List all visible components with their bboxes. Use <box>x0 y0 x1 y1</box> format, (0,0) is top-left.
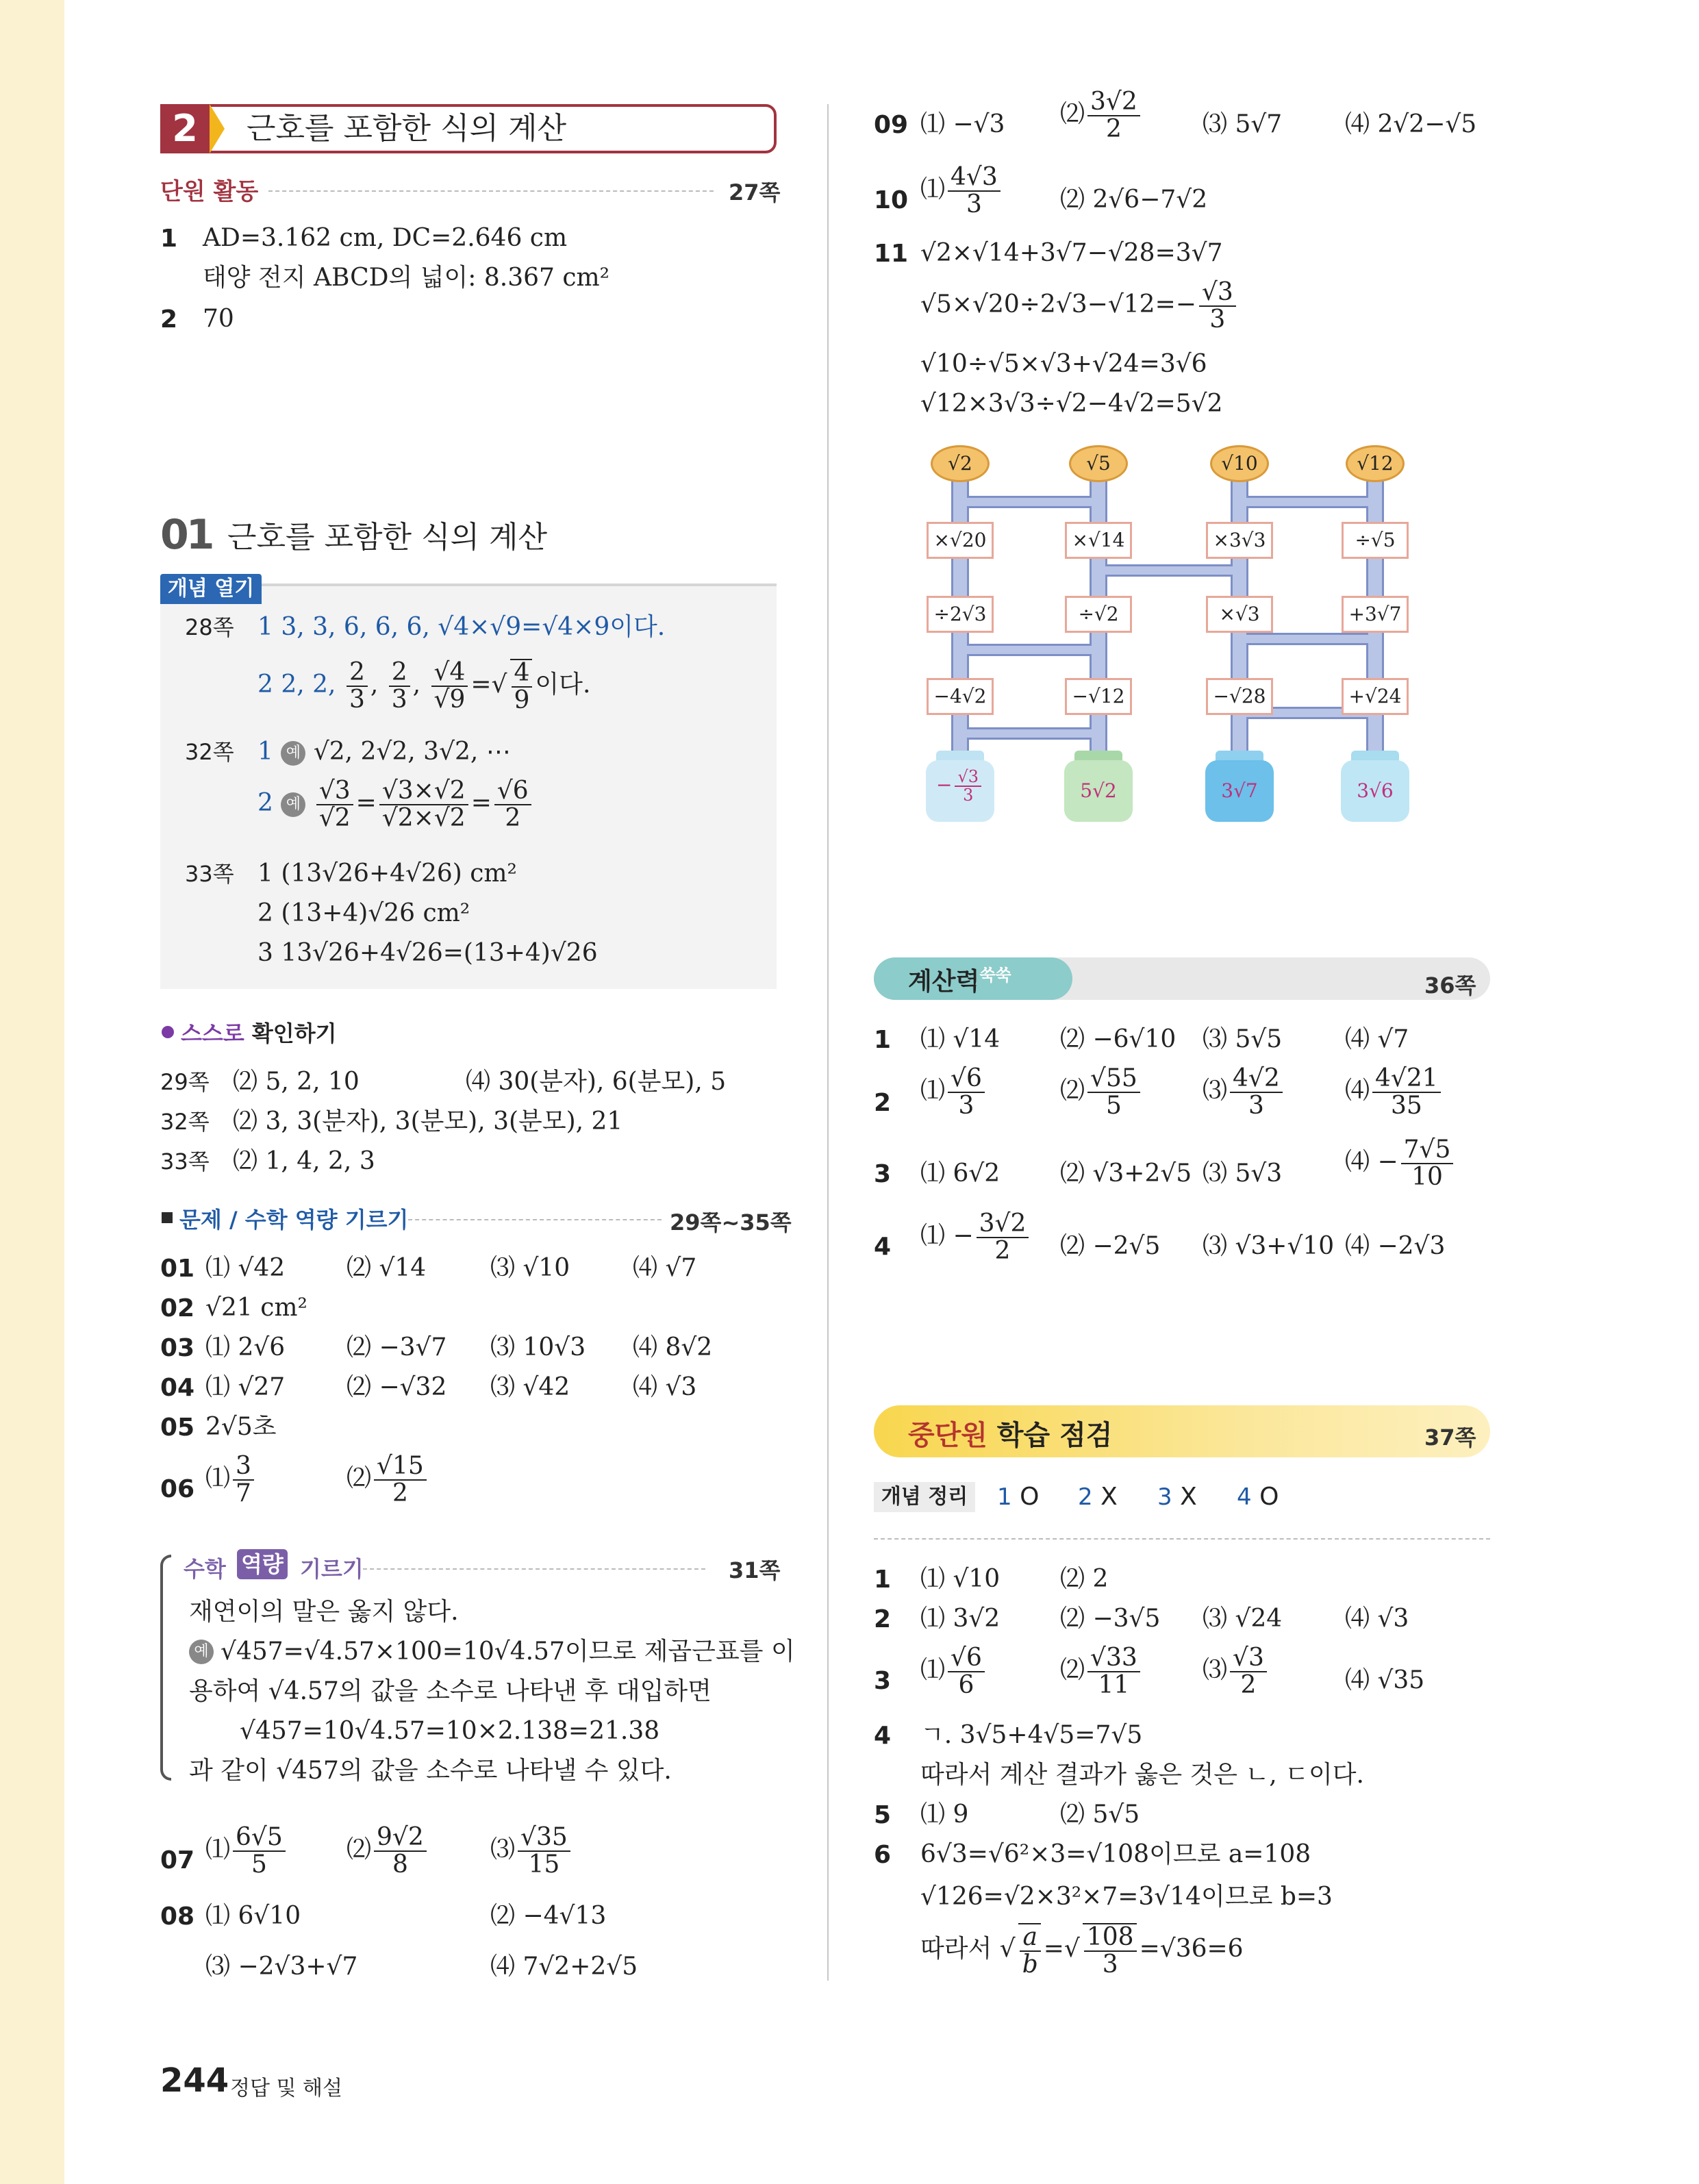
answer <box>1060 1645 1143 1698</box>
q-num: 05 <box>160 1414 195 1442</box>
result-jar: 3√6 <box>1341 760 1409 822</box>
frac-num: √3 <box>1199 279 1236 307</box>
operation-box: +√24 <box>1342 678 1409 715</box>
frac-den: 3 <box>349 685 365 714</box>
rung <box>967 644 1092 656</box>
answer <box>1203 1066 1285 1119</box>
frac-den: 3 <box>391 685 407 714</box>
sign: − <box>935 773 953 796</box>
answer-line: 2 예 $\frac{√3}{√2}$ = $\frac{√3\times√2}{√2\times√2}$ = $\frac{√6}{2}$ <box>257 778 534 831</box>
rung <box>1246 633 1368 645</box>
answer-line: ⑷ 30(분자), 6(분모), 5 <box>466 1068 727 1096</box>
answer: ⑷ −2√3 <box>1345 1232 1446 1260</box>
competency-line: √457=10√4.57=10×2.138=21.38 <box>240 1717 660 1745</box>
frac-den: 3 <box>1248 1091 1264 1120</box>
answer-line: 70 <box>203 305 234 333</box>
bullet <box>162 1212 173 1223</box>
q-num: 1 <box>160 225 178 253</box>
column-divider <box>827 104 829 1981</box>
answer: ⑶ √10 <box>490 1254 570 1282</box>
q-num: 1 <box>874 1566 892 1594</box>
frac-num: 7√5 <box>1401 1137 1454 1164</box>
answer-line: √12×3√3÷√2−4√2=5√2 <box>920 390 1223 418</box>
start-pot: √10 <box>1210 445 1269 482</box>
sub-label: ⑶ <box>490 1835 516 1863</box>
frac-den: 6 <box>958 1670 974 1699</box>
calc-title-main: 계산력 <box>908 968 980 996</box>
frac-num: 4√21 <box>1372 1066 1441 1093</box>
operation-box: ×√14 <box>1065 522 1132 559</box>
q-num: 09 <box>874 111 909 139</box>
footer-text: 정답 및 해설 <box>230 2076 342 2100</box>
frac-num: 4√2 <box>1230 1066 1283 1093</box>
problems-page: 29쪽~35쪽 <box>670 1209 792 1235</box>
check-mark: O <box>1020 1483 1040 1511</box>
answer: ⑵ √14 <box>347 1254 427 1282</box>
result-jar: 5√2 <box>1064 760 1133 822</box>
frac-den: 3 <box>1209 305 1226 334</box>
midunit-title-b: 학습 점검 <box>996 1420 1113 1451</box>
sub-label: ⑴ <box>920 1655 946 1684</box>
answer: ⑵ −4√13 <box>490 1902 607 1930</box>
q-num: 2 <box>874 1089 892 1117</box>
competency-line: √457=√4.57×100=10√4.57이므로 제곱근표를 이 <box>221 1637 795 1666</box>
q-num: 11 <box>874 240 909 268</box>
answer-line: 태양 전지 ABCD의 넓이: 8.367 cm² <box>203 264 610 292</box>
midunit-title <box>908 1414 1112 1453</box>
frac-num: √15 <box>374 1453 427 1481</box>
answer-line: 2 2, 2, $\frac{2}{3}$ , $\frac{2}{3}$ , $\frac{√4}{√9}$ =√ $\frac{4}{9}$ 이다. <box>257 658 591 714</box>
subsection-number: 01 <box>160 511 212 559</box>
answer <box>347 1453 429 1507</box>
unit-activity-page: 27쪽 <box>729 179 781 205</box>
frac-num: √4 <box>431 660 468 687</box>
separator <box>874 1538 1490 1540</box>
answer: ⑷ √7 <box>633 1254 697 1282</box>
answer <box>920 164 1003 218</box>
check-num: 2 <box>1078 1483 1093 1511</box>
answer: ⑵ −2√5 <box>1060 1232 1161 1260</box>
frac-den: 2 <box>505 803 521 832</box>
self-check-b: 확인하기 <box>251 1020 337 1046</box>
check-num: 4 <box>1237 1483 1252 1511</box>
frac-den: 5 <box>251 1850 267 1879</box>
leader-dots <box>363 1568 705 1570</box>
answer <box>920 1066 987 1119</box>
concept-tag: 개념 열기 <box>160 574 262 604</box>
frac-den: √9 <box>433 685 466 714</box>
sub-label: ⑵ <box>1060 1655 1085 1684</box>
example-badge: 예 <box>281 792 305 817</box>
frac-num: √6 <box>948 1645 985 1672</box>
sub-label: ⑶ <box>1203 1076 1228 1105</box>
q-num: 3 <box>874 1160 892 1188</box>
result-jar <box>926 760 994 822</box>
frac-num: 6√5 <box>233 1824 286 1852</box>
calc-title <box>908 962 1011 997</box>
frac-den: 11 <box>1098 1670 1130 1699</box>
operation-box: +3√7 <box>1342 596 1409 633</box>
answer: ⑶ 5√7 <box>1203 110 1283 138</box>
answer <box>920 1645 987 1698</box>
frac-num: √6 <box>948 1066 985 1093</box>
concept-check <box>1078 1481 1118 1514</box>
answer-line <box>257 736 511 768</box>
start-pot: √2 <box>931 445 990 482</box>
answer-line: √10÷√5×√3+√24=3√6 <box>920 350 1207 378</box>
answer: ⑴ −√3 <box>920 110 1005 138</box>
frac-num: √6 <box>494 778 531 805</box>
answer-tail: 이다. <box>535 670 591 699</box>
answer: ⑶ 5√3 <box>1203 1159 1283 1188</box>
competency-label-a: 수학 <box>184 1556 226 1582</box>
answer <box>205 1453 257 1507</box>
answer <box>347 1824 429 1878</box>
answer-line: 따라서 계산 결과가 옳은 것은 ㄴ, ㄷ이다. <box>920 1761 1364 1789</box>
concept-check <box>1237 1481 1279 1514</box>
frac-den: 3 <box>963 786 974 805</box>
answer: ⑶ √42 <box>490 1373 570 1401</box>
competency-page: 31쪽 <box>729 1557 781 1583</box>
unit-activity-label: 단원 활동 <box>160 178 259 205</box>
section-accent <box>210 104 225 153</box>
frac-num: 2 <box>347 660 368 687</box>
q-num: 2 <box>874 1605 892 1633</box>
answer <box>1345 1066 1444 1119</box>
frac-num: √55 <box>1087 1066 1140 1093</box>
operation-box: −4√2 <box>927 678 994 715</box>
q-num: 10 <box>874 186 909 214</box>
page-number: 244 <box>160 2061 229 2100</box>
sub-label: ⑶ <box>1203 1655 1228 1684</box>
answer-text: √2, 2√2, 3√2, ⋯ <box>313 738 511 766</box>
answer-line: ⑵ 3, 3(분자), 3(분모), 3(분모), 21 <box>233 1107 623 1135</box>
frac-den: √2 <box>318 803 351 832</box>
check-num: 3 <box>1157 1483 1172 1511</box>
frac-num: a <box>1020 1924 1041 1952</box>
q-num: 02 <box>160 1294 195 1322</box>
operation-box: ÷√2 <box>1065 596 1132 633</box>
answer: ⑶ 10√3 <box>490 1333 586 1361</box>
frac-den: 2 <box>994 1236 1011 1265</box>
sub-label: ⑴ <box>205 1835 231 1863</box>
answer: ⑷ 2√2−√5 <box>1345 110 1477 138</box>
sub-label: ⑵ <box>347 1835 372 1863</box>
answer: ⑴ √42 <box>205 1254 286 1282</box>
frac-den: √2×√2 <box>381 803 466 832</box>
q-num: 01 <box>160 1255 195 1283</box>
operation-box: ÷√5 <box>1342 522 1409 559</box>
answer: ⑷ 7√2+2√5 <box>490 1953 638 1981</box>
concept-check <box>1157 1481 1197 1514</box>
answer-line: 1 (13√26+4√26) cm² <box>257 859 517 888</box>
answer: ⑷ √3 <box>633 1373 697 1401</box>
page-ref: 29쪽 <box>160 1069 210 1095</box>
check-mark: X <box>1100 1483 1118 1511</box>
answer <box>920 1211 1031 1264</box>
page-ref: 33쪽 <box>185 861 234 887</box>
q-num: 03 <box>160 1334 195 1362</box>
side-strip <box>0 0 64 2184</box>
sub-label: ⑴ <box>205 1464 231 1492</box>
answer-line: AD=3.162 cm, DC=2.646 cm <box>203 224 568 252</box>
frac-num: √35 <box>518 1824 570 1852</box>
answer: ⑴ 2√6 <box>205 1333 286 1361</box>
frac-den: 3 <box>966 190 982 218</box>
frac-num: 2 <box>389 660 410 687</box>
q-num: 06 <box>160 1475 195 1503</box>
sub-label: ⑴ <box>920 1076 946 1105</box>
sub-label: ⑵ <box>1060 1076 1085 1105</box>
frac-num: 3 <box>233 1453 254 1481</box>
operation-box: ×√3 <box>1206 596 1273 633</box>
sub-label: ⑵ <box>1060 99 1085 128</box>
answer <box>1203 1645 1270 1698</box>
frac-den: 7 <box>236 1479 251 1507</box>
operation-box: ×3√3 <box>1206 522 1273 559</box>
q-num: 3 <box>874 1667 892 1695</box>
start-pot: √12 <box>1346 445 1405 482</box>
example-badge: 예 <box>281 741 305 766</box>
section-title: 근호를 포함한 식의 계산 <box>247 111 566 146</box>
section-number: 2 <box>160 104 210 153</box>
q-num: 4 <box>874 1722 892 1750</box>
answer: ⑶ √3+√10 <box>1203 1232 1335 1260</box>
frac-den: 8 <box>392 1850 408 1879</box>
page-ref: 33쪽 <box>160 1149 210 1175</box>
operation-box: −√12 <box>1065 678 1132 715</box>
answer: ⑵ −√32 <box>347 1373 447 1401</box>
competency-bracket <box>160 1555 171 1781</box>
answer-line: ⑵ 5, 2, 10 <box>233 1068 360 1096</box>
competency-line: 재연이의 말은 옳지 않다. <box>189 1598 459 1626</box>
answer <box>490 1824 573 1878</box>
frac-den: 2 <box>1105 114 1122 143</box>
answer-line: √2×√14+3√7−√28=3√7 <box>920 239 1223 267</box>
frac-den: 2 <box>392 1479 408 1507</box>
frac-num: 4√3 <box>948 164 1000 192</box>
q-num: 07 <box>160 1846 195 1874</box>
rung <box>967 727 1092 740</box>
subsection-title: 근호를 포함한 식의 계산 <box>227 520 547 555</box>
sub-label: ⑷ <box>1345 1076 1370 1105</box>
frac-num: 108 <box>1084 1924 1137 1952</box>
frac-num: √3×√2 <box>379 778 468 805</box>
bullet <box>162 1026 174 1038</box>
leader-dots <box>268 190 714 192</box>
concept-check <box>997 1481 1039 1514</box>
answer: ⑷ √3 <box>1345 1605 1409 1633</box>
operation-box: −√28 <box>1206 678 1273 715</box>
midunit-page: 37쪽 <box>1424 1424 1476 1451</box>
operation-box: ×√20 <box>927 522 994 559</box>
frac-num: √33 <box>1087 1645 1140 1672</box>
page-ref: 32쪽 <box>160 1109 210 1135</box>
q-num: 2 <box>160 305 178 334</box>
answer <box>205 1824 288 1878</box>
frac-den: 15 <box>528 1850 560 1879</box>
item-label: 1 <box>257 738 273 766</box>
answer-line: √126=√2×3²×7=3√14이므로 b=3 <box>920 1883 1333 1911</box>
answer: ⑴ √10 <box>920 1565 1000 1593</box>
rung <box>1105 564 1233 577</box>
concept-summary-tag: 개념 정리 <box>874 1482 975 1512</box>
result-jar: 3√7 <box>1205 760 1274 822</box>
competency-line: 용하여 √4.57의 값을 소수로 나타낸 후 대입하면 <box>189 1677 712 1705</box>
sub-label: ⑵ <box>347 1464 372 1492</box>
answer: ⑶ −2√3+√7 <box>205 1953 358 1981</box>
frac-den: 3 <box>958 1091 974 1120</box>
answer: 2√5초 <box>205 1413 277 1441</box>
answer: ⑴ √14 <box>920 1025 1000 1053</box>
frac-den: 9 <box>514 686 530 714</box>
rung <box>1246 496 1368 508</box>
start-pot: √5 <box>1069 445 1128 482</box>
frac-den: 35 <box>1390 1091 1422 1120</box>
frac-den: b <box>1022 1950 1038 1979</box>
answer-text: 따라서 <box>920 1934 992 1963</box>
answer: ⑵ 5√5 <box>1060 1800 1140 1829</box>
answer: ⑴ 3√2 <box>920 1605 1000 1633</box>
answer: ⑵ 2√6−7√2 <box>1060 186 1208 214</box>
answer-line: 2 (13+4)√26 cm² <box>257 899 470 927</box>
problems-label: 문제 / 수학 역량 기르기 <box>179 1207 409 1233</box>
answer-line <box>920 279 1239 333</box>
frac-num: √3 <box>316 778 353 805</box>
competency-tag: 역량 <box>237 1549 288 1579</box>
q-num: 04 <box>160 1374 195 1402</box>
frac-den: 10 <box>1411 1162 1443 1191</box>
frac-num: 3√2 <box>1087 89 1140 116</box>
answer: ⑷ √35 <box>1345 1666 1425 1694</box>
q-num: 6 <box>874 1841 892 1869</box>
frac-num: √3 <box>955 768 981 787</box>
q-num: 4 <box>874 1233 892 1261</box>
answer: ⑵ 2 <box>1060 1565 1109 1593</box>
leader-dots <box>408 1219 662 1220</box>
sub-label: ⑷ − <box>1345 1147 1398 1176</box>
answer: ⑶ 5√5 <box>1203 1025 1283 1053</box>
answer <box>1345 1137 1456 1190</box>
calc-title-sup: 쑥쑥 <box>979 966 1011 985</box>
answer-line: 1 3, 3, 6, 6, 6, √4×√9=√4×9이다. <box>257 613 666 641</box>
page-ref: 28쪽 <box>185 614 234 640</box>
rung <box>967 496 1092 508</box>
answer-line: ㄱ. 3√5+4√5=7√5 <box>920 1721 1143 1749</box>
midunit-title-a: 중단원 <box>908 1420 987 1451</box>
answer-line: 3 13√26+4√26=(13+4)√26 <box>257 939 598 967</box>
competency-line: 과 같이 √457의 값을 소수로 나타낼 수 있다. <box>189 1757 672 1785</box>
frac-den: 2 <box>1240 1670 1257 1699</box>
frac-num: 9√2 <box>374 1824 427 1852</box>
q-num: 1 <box>874 1026 892 1054</box>
item-label: 2 <box>257 788 273 817</box>
frac-den: 5 <box>1105 1091 1122 1120</box>
answer: ⑵ −3√7 <box>347 1333 447 1361</box>
answer: ⑵ −6√10 <box>1060 1025 1176 1053</box>
answer: ⑴ 6√2 <box>920 1159 1000 1188</box>
frac-den: 3 <box>1102 1950 1118 1979</box>
self-check-label <box>181 1016 337 1048</box>
check-num: 1 <box>997 1483 1012 1511</box>
answer-line: ⑵ 1, 4, 2, 3 <box>233 1147 375 1175</box>
sub-label: ⑴ <box>920 175 946 203</box>
frac-num: 4 <box>512 660 533 688</box>
answer-line: 6√3=√6²×3=√108이므로 a=108 <box>920 1840 1311 1868</box>
answer: ⑷ 8√2 <box>633 1333 713 1361</box>
expr: √5×√20÷2√3−√12=− <box>920 290 1196 318</box>
competency-label-b: 기르기 <box>300 1556 364 1582</box>
answer: ⑵ −3√5 <box>1060 1605 1161 1633</box>
check-mark: X <box>1180 1483 1197 1511</box>
operation-box: ÷2√3 <box>927 596 994 633</box>
frac-num: √3 <box>1230 1645 1267 1672</box>
answer-line: 따라서 √ $\frac{a}{b}$ =√ $\frac{108}{3}$ =√36=6 <box>920 1923 1244 1979</box>
calc-page: 36쪽 <box>1424 972 1476 999</box>
self-check-a: 스스로 <box>181 1020 244 1046</box>
example-badge: 예 <box>189 1640 214 1664</box>
answer <box>1060 1066 1143 1119</box>
answer: ⑴ 6√10 <box>205 1902 301 1930</box>
answer <box>1060 89 1143 142</box>
check-mark: O <box>1259 1483 1279 1511</box>
answer: ⑴ √27 <box>205 1373 286 1401</box>
q-num: 08 <box>160 1903 195 1931</box>
q-num: 5 <box>874 1801 892 1829</box>
answer: √21 cm² <box>205 1294 307 1322</box>
sub-label: ⑴ − <box>920 1221 974 1250</box>
item-label: 2 2, 2, <box>257 670 336 699</box>
frac-num: 3√2 <box>977 1211 1029 1238</box>
answer: ⑶ √24 <box>1203 1605 1283 1633</box>
page-ref: 32쪽 <box>185 739 234 765</box>
answer: ⑴ 9 <box>920 1800 969 1829</box>
answer: ⑷ √7 <box>1345 1025 1409 1053</box>
answer: ⑵ √3+2√5 <box>1060 1159 1192 1188</box>
answer-tail: =√36=6 <box>1139 1934 1244 1963</box>
